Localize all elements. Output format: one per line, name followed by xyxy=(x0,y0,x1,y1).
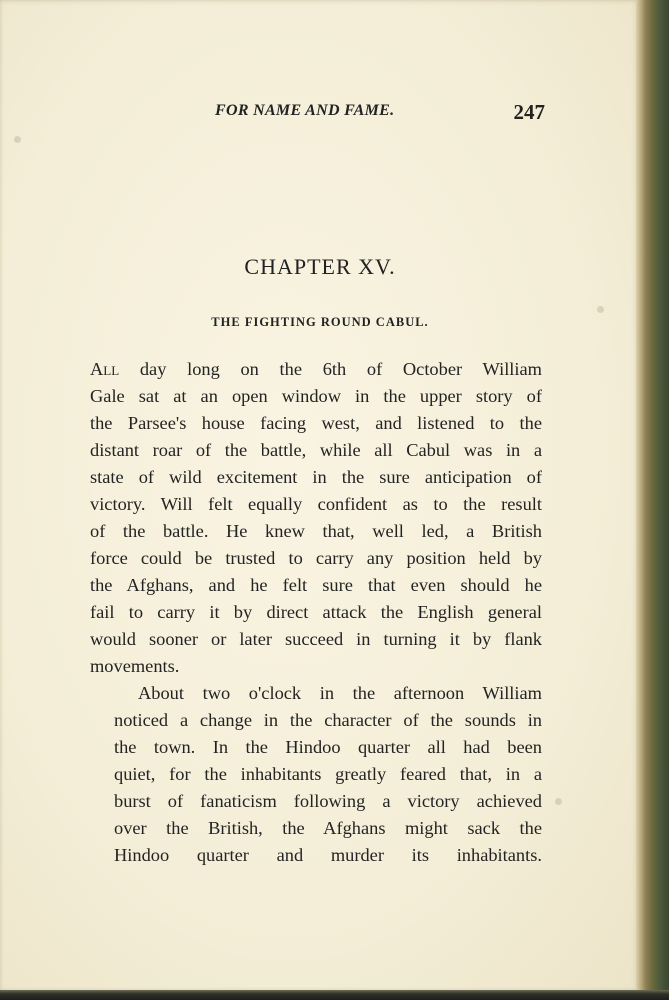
text-line xyxy=(90,356,542,383)
chapter-title: CHAPTER XV. xyxy=(244,254,396,279)
text-line: Gale sat at an open window in the upper story of xyxy=(90,386,542,406)
page-number: 247 xyxy=(513,100,545,124)
text-line: state of wild excitement in the sure anticipation of xyxy=(90,467,542,487)
text-line: movements. xyxy=(90,656,180,676)
paper-spot xyxy=(597,306,604,313)
text-line: the town. In the Hindoo quarter all had been xyxy=(114,737,542,757)
paragraph-1 xyxy=(90,356,542,680)
line-text: day long on the 6th of October William xyxy=(119,359,542,379)
running-head-title: FOR NAME AND FAME. xyxy=(215,102,395,119)
text-line: fail to carry it by direct attack the English general xyxy=(90,602,542,622)
text-line: of the battle. He knew that, well led, a British xyxy=(90,521,542,541)
paper-spot xyxy=(14,136,21,143)
text-line: About two o'clock in the afternoon William xyxy=(138,683,542,703)
text-line: the Parsee's house facing west, and listened to the xyxy=(90,413,542,433)
paper-spot xyxy=(555,798,562,805)
text-line: Hindoo quarter and murder its inhabitants. xyxy=(114,845,542,865)
paragraph-2 xyxy=(90,680,542,869)
text-line: quiet, for the inhabitants greatly feared that, in a xyxy=(114,764,542,784)
book-bottom-edge xyxy=(0,990,669,1000)
text-line: the Afghans, and he felt sure that even should he xyxy=(90,575,542,595)
text-line: force could be trusted to carry any position held by xyxy=(90,548,542,568)
book-page-edge xyxy=(636,0,669,1000)
text-line: burst of fanaticism following a victory achieved xyxy=(114,791,542,811)
chapter-subtitle: THE FIGHTING ROUND CABUL. xyxy=(211,315,429,329)
text-line: distant roar of the battle, while all Cabul was in a xyxy=(90,440,542,460)
small-caps-opening: All xyxy=(90,359,120,379)
text-line: would sooner or later succeed in turning it by flank xyxy=(90,629,542,649)
text-line: noticed a change in the character of the sounds in xyxy=(114,710,542,730)
body-text xyxy=(90,356,542,869)
text-line: victory. Will felt equally confident as to the result xyxy=(90,494,542,514)
text-line: over the British, the Afghans might sack the xyxy=(114,818,542,838)
running-head xyxy=(215,100,545,126)
